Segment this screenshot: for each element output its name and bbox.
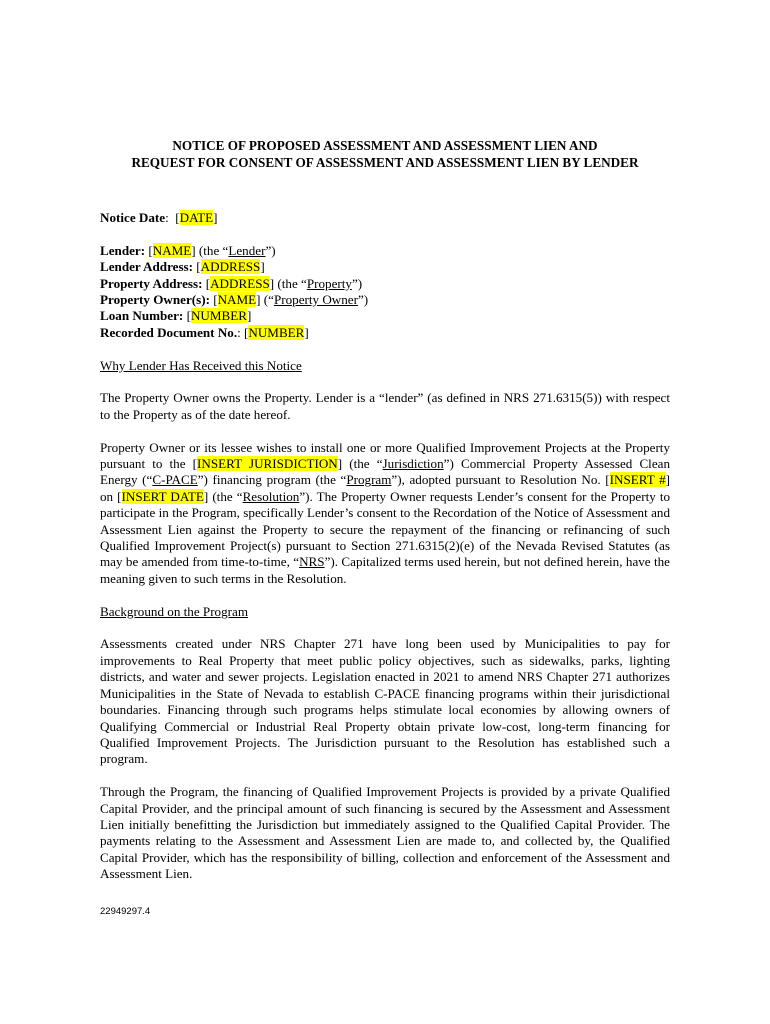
property-owner-line: Property Owner(s): [NAME] (“Property Owner”)	[100, 292, 369, 308]
notice-date-label: Notice Date	[100, 210, 166, 225]
resolution-date-placeholder: INSERT DATE	[121, 488, 204, 504]
loan-number-value: NUMBER	[190, 308, 247, 324]
lender-address-label: Lender Address:	[100, 259, 194, 275]
why-paragraph: The Property Owner owns the Property. Lender is a “lender” (as defined in NRS 271.6315(5)) with respect to the Property as of the date hereof.	[100, 390, 670, 422]
lender-line: Lender: [NAME] (the “Lender”)	[100, 242, 276, 258]
lender-label: Lender:	[100, 242, 146, 258]
resolution-number-placeholder: INSERT #	[609, 472, 666, 488]
property-defined-term: Property	[306, 275, 352, 291]
loan-number-line: Loan Number: [NUMBER]	[100, 308, 252, 324]
property-address-value: ADDRESS	[210, 275, 270, 291]
background-heading: Background on the Program	[100, 603, 249, 619]
property-address-line: Property Address: [ADDRESS] (the “Property”)	[100, 275, 363, 291]
lender-defined-term: Lender	[228, 242, 266, 258]
program-defined-term: Program	[346, 472, 392, 488]
jurisdiction-placeholder: INSERT JURISDICTION	[197, 456, 338, 472]
property-address-label: Property Address:	[100, 275, 203, 291]
notice-date-colon: :	[165, 210, 169, 225]
jurisdiction-defined-term: Jurisdiction	[382, 456, 444, 472]
property-owner-label: Property Owner(s):	[100, 292, 210, 308]
title-line-1: NOTICE OF PROPOSED ASSESSMENT AND ASSESSMENT LIEN AND	[172, 138, 598, 153]
notice-date-value: DATE	[179, 210, 214, 225]
why-heading: Why Lender Has Received this Notice	[100, 357, 302, 373]
resolution-defined-term: Resolution	[242, 488, 300, 504]
cpace-defined-term: C-PACE	[152, 472, 198, 488]
property-owner-value: NAME	[217, 292, 257, 308]
nrs-defined-term: NRS	[299, 554, 325, 570]
lender-address-value: ADDRESS	[200, 259, 261, 275]
document-title	[60, 137, 710, 171]
property-owner-defined-term: Property Owner	[273, 292, 358, 308]
background-paragraph-1: Assessments created under NRS Chapter 271 have long been used by Municipalities to pay for improvements to Real Property that meet public policy objectives, such as sidewalks, parks, lighting districts, and water and sewer projects. Legislation enacted in 2021 to amend NRS Chapter 271 authorizes Municipalities in the State of Nevada to establish C-PACE financing programs within their jurisdictional boundaries. Financing through such programs helps stimulate local economies by allowing owners of Qualifying Commercial or Industrial Real Property obtain private low-cost, long-term financing for Qualified Improvement Projects. The Jurisdiction pursuant to the Resolution has established such a program.	[100, 636, 670, 767]
background-paragraph-2: Through the Program, the financing of Qualified Improvement Projects is provided by a private Qualified Capital Provider, and the principal amount of such financing is secured by the Assessment and Assessment Lien initially benefitting the Jurisdiction but immediately assigned to the Qualified Capital Provider. The payments relating to the Assessment and Assessment Lien are made to, and collected by, the Qualified Capital Provider, which has the responsibility of billing, collection and enforcement of the Assessment and Assessment Lien.	[100, 784, 670, 882]
loan-number-label: Loan Number:	[100, 308, 184, 324]
recorded-document-value: NUMBER	[248, 324, 305, 340]
title-line-2: REQUEST FOR CONSENT OF ASSESSMENT AND ASSESSMENT LIEN BY LENDER	[131, 155, 639, 170]
lender-value: NAME	[152, 242, 192, 258]
notice-date-line: Notice Date: [DATE]	[100, 210, 218, 225]
document-number: 22949297.4	[100, 906, 151, 917]
recorded-document-label: Recorded Document No.	[100, 324, 238, 340]
document-body	[100, 210, 670, 883]
consent-request-paragraph: Property Owner or its lessee wishes to install one or more Qualified Improvement Projects at the Property pursuant to the [INSERT JURISDICTION] (the “Jurisdiction”) Commercial Property Assessed Clean Energy (“C-PACE”) financing program (the “Program”), adopted pursuant to Resolution No. [INSERT #] on [INSERT DATE] (the “Resolution”). The Property Owner requests Lender’s consent for the Property to participate in the Program, specifically Lender’s consent to the Recordation of the Notice of Assessment and Assessment Lien against the Property to secure the repayment of the financing or refinancing of such Qualified Improvement Project(s) pursuant to Section 271.6315(2)(e) of the Nevada Revised Statutes (as may be amended from time-to-time, “NRS”). Capitalized terms used herein, but not defined herein, have the meaning given to such terms in the Resolution.	[100, 439, 670, 586]
lender-address-line: Lender Address: [ADDRESS]	[100, 259, 265, 275]
recorded-document-line: Recorded Document No.: [NUMBER]	[100, 324, 309, 340]
